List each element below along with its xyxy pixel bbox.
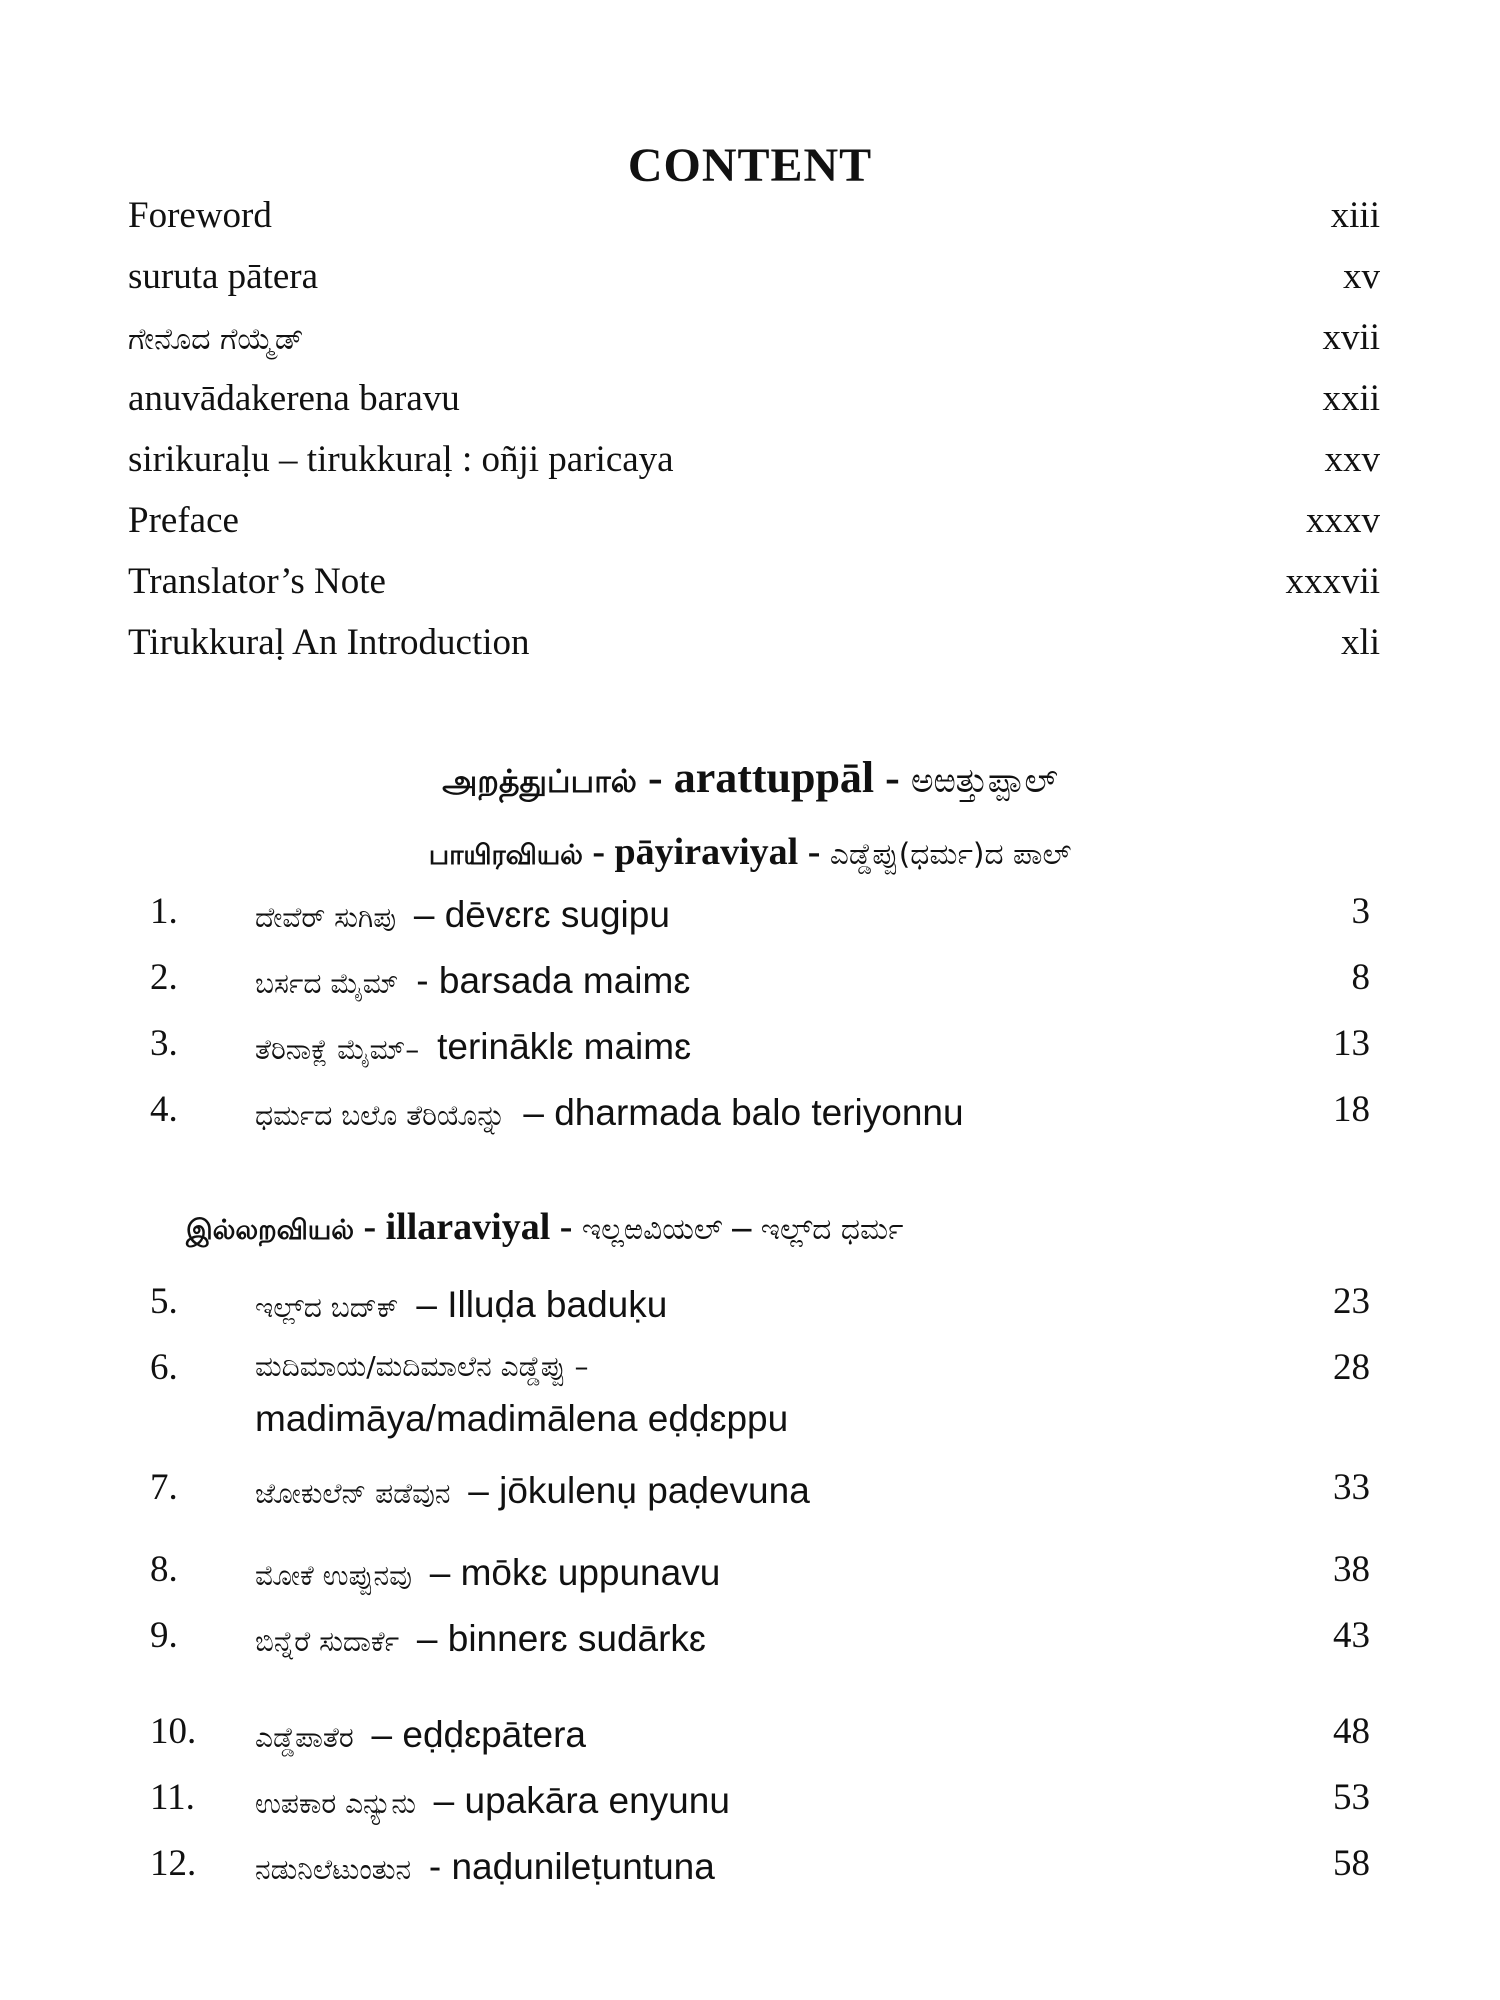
- chapter-page: 43: [1333, 1615, 1370, 1656]
- chapter-page: 13: [1333, 1023, 1370, 1064]
- chapter-number: 5.: [150, 1281, 178, 1322]
- entry-label: ಗೇನೊದ ಗೆಯ್ಮೆಡ್: [128, 322, 304, 357]
- chapter-page: 33: [1333, 1467, 1370, 1508]
- entry-label: Tirukkuraḷ An Introduction: [128, 622, 530, 663]
- chapter-number: 12.: [150, 1843, 197, 1884]
- section-kannada: ಎಡ್ಡೆಪ್ಪು(ಧರ್ಮ)ದ ಪಾಲ್: [829, 836, 1072, 871]
- section-tamil: பாயிரவியல்: [428, 840, 583, 871]
- part-roman: arattuppāl: [673, 753, 875, 802]
- section-kannada: ಇಲ್ಲ್‌ದ ಧರ್ಮ: [760, 1211, 904, 1246]
- chapter-number: 3.: [150, 1023, 178, 1064]
- entry-page: xvii: [1322, 317, 1380, 358]
- part-tamil: அறத்துப்பால்: [442, 764, 638, 800]
- chapter-number: 2.: [150, 957, 178, 998]
- chapter-page: 8: [1351, 957, 1370, 998]
- front-matter-item: [128, 316, 1380, 377]
- chapter-number: 7.: [150, 1467, 178, 1508]
- separator: -: [592, 831, 615, 873]
- chapter-number: 4.: [150, 1089, 178, 1130]
- chapter-number: 8.: [150, 1549, 178, 1590]
- chapter-page: 28: [1333, 1347, 1370, 1388]
- chapter-roman: – dharmada balo teriyonnu: [523, 1092, 964, 1133]
- entry-label: anuvādakerena baravu: [128, 378, 460, 419]
- chapter-number: 11.: [150, 1777, 195, 1818]
- chapter-roman: madimāya/madimālena eḍḍɛppu: [255, 1398, 789, 1439]
- front-matter-item: [128, 621, 1380, 682]
- separator: -: [559, 1206, 582, 1248]
- entry-label: suruta pātera: [128, 256, 319, 297]
- separator: –: [732, 1206, 761, 1248]
- entry-page: xiii: [1330, 195, 1380, 236]
- separator: -: [885, 753, 911, 802]
- chapter-roman: – binnerɛ sudārkɛ: [416, 1618, 706, 1659]
- chapter-roman: – eḍḍɛpātera: [371, 1714, 586, 1755]
- chapter-roman: – jōkulenụ paḍevuna: [468, 1470, 810, 1511]
- entry-page: xxxv: [1306, 500, 1380, 541]
- front-matter-item: [128, 560, 1380, 621]
- entry-page: xli: [1340, 622, 1380, 663]
- front-matter-list: [128, 194, 1380, 682]
- chapter-page: 58: [1333, 1843, 1370, 1884]
- chapter-kannada: ಉಪಕಾರ ಎನ್ಯುನು – upakāra enyunu: [255, 1780, 730, 1821]
- section-heading: [186, 1205, 904, 1250]
- chapter-kannada: ಜೋಕುಲೆನ್ ಪಡೆವುನ – jōkulenụ paḍevuna: [255, 1470, 810, 1511]
- chapter-page: 18: [1333, 1089, 1370, 1130]
- entry-page: xxv: [1324, 439, 1380, 480]
- chapter-roman: - naḍunileṭuntuna: [428, 1846, 715, 1887]
- chapter-page: 53: [1333, 1777, 1370, 1818]
- separator: -: [648, 753, 674, 802]
- section-tamil: இல்லறவியல்: [186, 1215, 354, 1246]
- chapter-roman: – dēvɛrɛ sugipu: [413, 894, 670, 935]
- section-roman: illaraviyal: [385, 1206, 551, 1248]
- chapter-kannada: ನಡುನಿಲೆಟುಂತುನ - naḍunileṭuntuna: [255, 1846, 715, 1887]
- section-roman: pāyiraviyal: [614, 831, 799, 873]
- chapter-kannada: ತೆರಿನಾಕ್ಲೆ ಮೈಮ್– terināklɛ maimɛ: [255, 1026, 692, 1067]
- front-matter-item: [128, 499, 1380, 560]
- chapter-roman: – Illuḍa baduḳu: [416, 1284, 668, 1325]
- entry-label: Translator’s Note: [128, 561, 386, 602]
- entry-page: xxxvii: [1285, 561, 1380, 602]
- chapter-roman: – mōkɛ uppunavu: [429, 1552, 721, 1593]
- part-kannada: ಅಱತ್ತುಪ್ಪಾಲ್: [910, 761, 1058, 801]
- chapter-roman: – upakāra enyunu: [433, 1780, 730, 1821]
- chapter-page: 23: [1333, 1281, 1370, 1322]
- chapter-number: 1.: [150, 891, 178, 932]
- entry-page: xxii: [1322, 378, 1380, 419]
- chapter-roman: terināklɛ maimɛ: [437, 1026, 692, 1067]
- front-matter-item: [128, 438, 1380, 499]
- section-heading: [0, 830, 1500, 875]
- section-kannada: ಇಲ್ಲಱವಿಯಲ್: [581, 1211, 723, 1246]
- part-heading: [0, 752, 1500, 804]
- chapter-kannada: ಧರ್ಮದ ಬಲೊ ತೆರಿಯೊನ್ನು – dharmada balo teriyonnu: [255, 1092, 964, 1133]
- chapter-kannada: ಮದಿಮಾಯ/ಮದಿಮಾಲೆನ ಎಡ್ಡೆಪ್ಪು –: [255, 1350, 589, 1383]
- front-matter-item: [128, 377, 1380, 438]
- separator: -: [363, 1206, 386, 1248]
- chapter-kannada: ಬಿನ್ನೆರೆ ಸುದಾರ್ಕೆ – binnerɛ sudārkɛ: [255, 1618, 706, 1659]
- entry-page: xv: [1343, 256, 1380, 297]
- chapter-kannada: ಎಡ್ಡೆಪಾತೆರ – eḍḍɛpātera: [255, 1714, 586, 1755]
- chapter-page: 3: [1351, 891, 1370, 932]
- chapter-kannada: ಬರ್ಸದ ಮೈಮ್ - barsada maimɛ: [255, 960, 691, 1001]
- entry-label: Foreword: [128, 195, 272, 236]
- chapter-page: 38: [1333, 1549, 1370, 1590]
- chapter-page: 48: [1333, 1711, 1370, 1752]
- chapter-number: 6.: [150, 1347, 178, 1388]
- entry-label: Preface: [128, 500, 239, 541]
- front-matter-item: [128, 194, 1380, 255]
- chapter-number: 9.: [150, 1615, 178, 1656]
- chapter-kannada: ಇಲ್ಲ್‌ದ ಬದ್‌ಕ್ – Illuḍa baduḳu: [255, 1284, 668, 1325]
- front-matter-item: [128, 255, 1380, 316]
- separator: -: [807, 831, 830, 873]
- chapter-kannada: ಮೋಕೆ ಉಪ್ಪುನವು – mōkɛ uppunavu: [255, 1552, 721, 1593]
- entry-label: sirikuraḷu – tirukkuraḷ : oñji paricaya: [128, 439, 674, 480]
- chapter-roman: - barsada maimɛ: [416, 960, 691, 1001]
- chapter-kannada: ದೇವೆರ್ ಸುಗಿಪು – dēvɛrɛ sugipu: [255, 894, 670, 935]
- chapter-number: 10.: [150, 1711, 197, 1752]
- page-title: CONTENT: [627, 139, 873, 192]
